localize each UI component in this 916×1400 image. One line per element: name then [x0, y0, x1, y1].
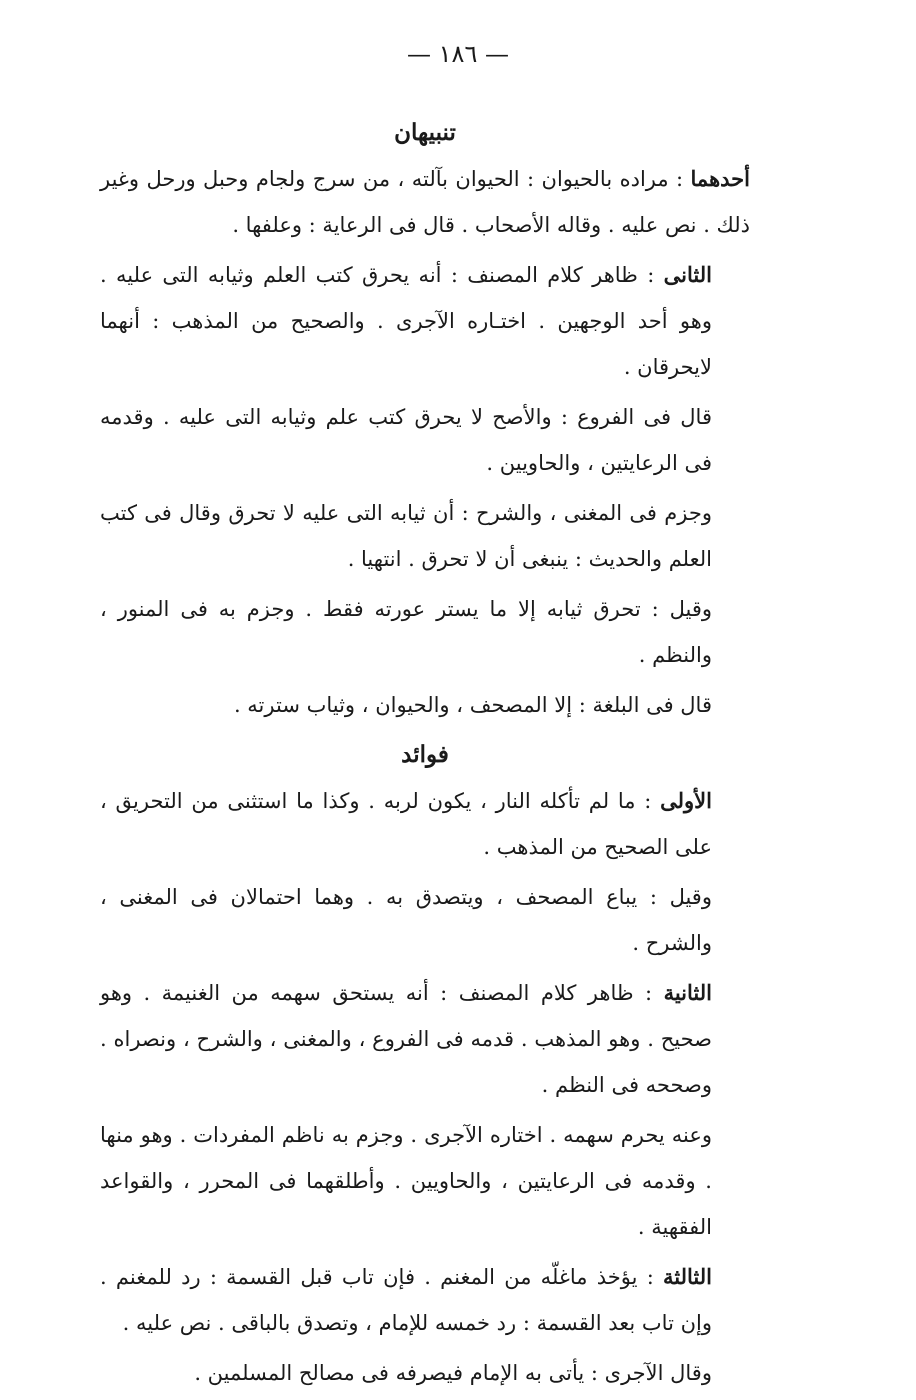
paragraph-text: : ظاهر كلام المصنف : أنه يحرق كتب العلم وثيابه التى عليه . وهو أحد الوجهين . اختـاره الآجرى . والصحيح من المذهب : أنهما لايحرقان . [100, 263, 712, 379]
paragraph [100, 1254, 750, 1346]
paragraph-label: الأولى [660, 788, 712, 813]
paragraph: وقيل : تحرق ثيابه إلا ما يستر عورته فقط . وجزم به فى المنور ، والنظم . [100, 597, 712, 667]
section-heading-tanbihan: تنبيهان [394, 119, 456, 146]
page-number: — ١٨٦ — [407, 40, 509, 68]
paragraph-label: الثانية [663, 980, 712, 1005]
paragraph: قال فى البلغة : إلا المصحف ، والحيوان ، وثياب سترته . [233, 693, 712, 717]
page-body [100, 110, 750, 1400]
paragraph-label: أحدهما [690, 166, 750, 191]
paragraph-text: : ما لم تأكله النار ، يكون لربه . وكذا ما استثنى من التحريق ، على الصحيح من المذهب . [100, 789, 712, 859]
paragraph-text: : يؤخذ ماغلّه من المغنم . فإن تاب قبل القسمة : رد للمغنم . وإن تاب بعد القسمة : رد خمسه للإمام ، وتصدق بالباقى . نص عليه . [100, 1265, 712, 1335]
paragraph-label: الثانى [663, 262, 712, 287]
paragraph [100, 778, 750, 870]
paragraph-text: : ظاهر كلام المصنف : أنه يستحق سهمه من الغنيمة . وهو صحيح . وهو المذهب . قدمه فى الفروع ، والمغنى ، والشرح ، ونصراه . وصححه فى النظم . [100, 981, 712, 1097]
paragraph: وعنه يحرم سهمه . اختاره الآجرى . وجزم به ناظم المفردات . وهو منها . وقدمه فى الرعايتين ، والحاويين . وأطلقهما فى المحرر ، والقواعد الفقهية . [100, 1123, 712, 1239]
paragraph: قال فى الفروع : والأصح لا يحرق كتب علم وثيابه التى عليه . وقدمه فى الرعايتين ، والحاويين . [100, 405, 712, 475]
paragraph-text: : مراده بالحيوان : الحيوان بآلته ، من سرج ولجام وحبل ورحل وغير ذلك . نص عليه . وقاله الأصحاب . قال فى الرعاية : وعلفها . [100, 167, 750, 237]
paragraph [100, 970, 750, 1108]
section-heading-fawaid: فوائد [401, 741, 449, 768]
paragraph [100, 156, 750, 248]
paragraph: وقيل : يباع المصحف ، ويتصدق به . وهما احتمالان فى المغنى ، والشرح . [100, 885, 712, 955]
paragraph: وجزم فى المغنى ، والشرح : أن ثيابه التى عليه لا تحرق وقال فى كتب العلم والحديث : ينبغى أن لا تحرق . انتهيا . [100, 501, 712, 571]
paragraph: وقال الآجرى : يأتى به الإمام فيصرفه فى مصالح المسلمين . [194, 1361, 712, 1385]
paragraph [100, 252, 750, 390]
paragraph-label: الثالثة [663, 1264, 712, 1289]
